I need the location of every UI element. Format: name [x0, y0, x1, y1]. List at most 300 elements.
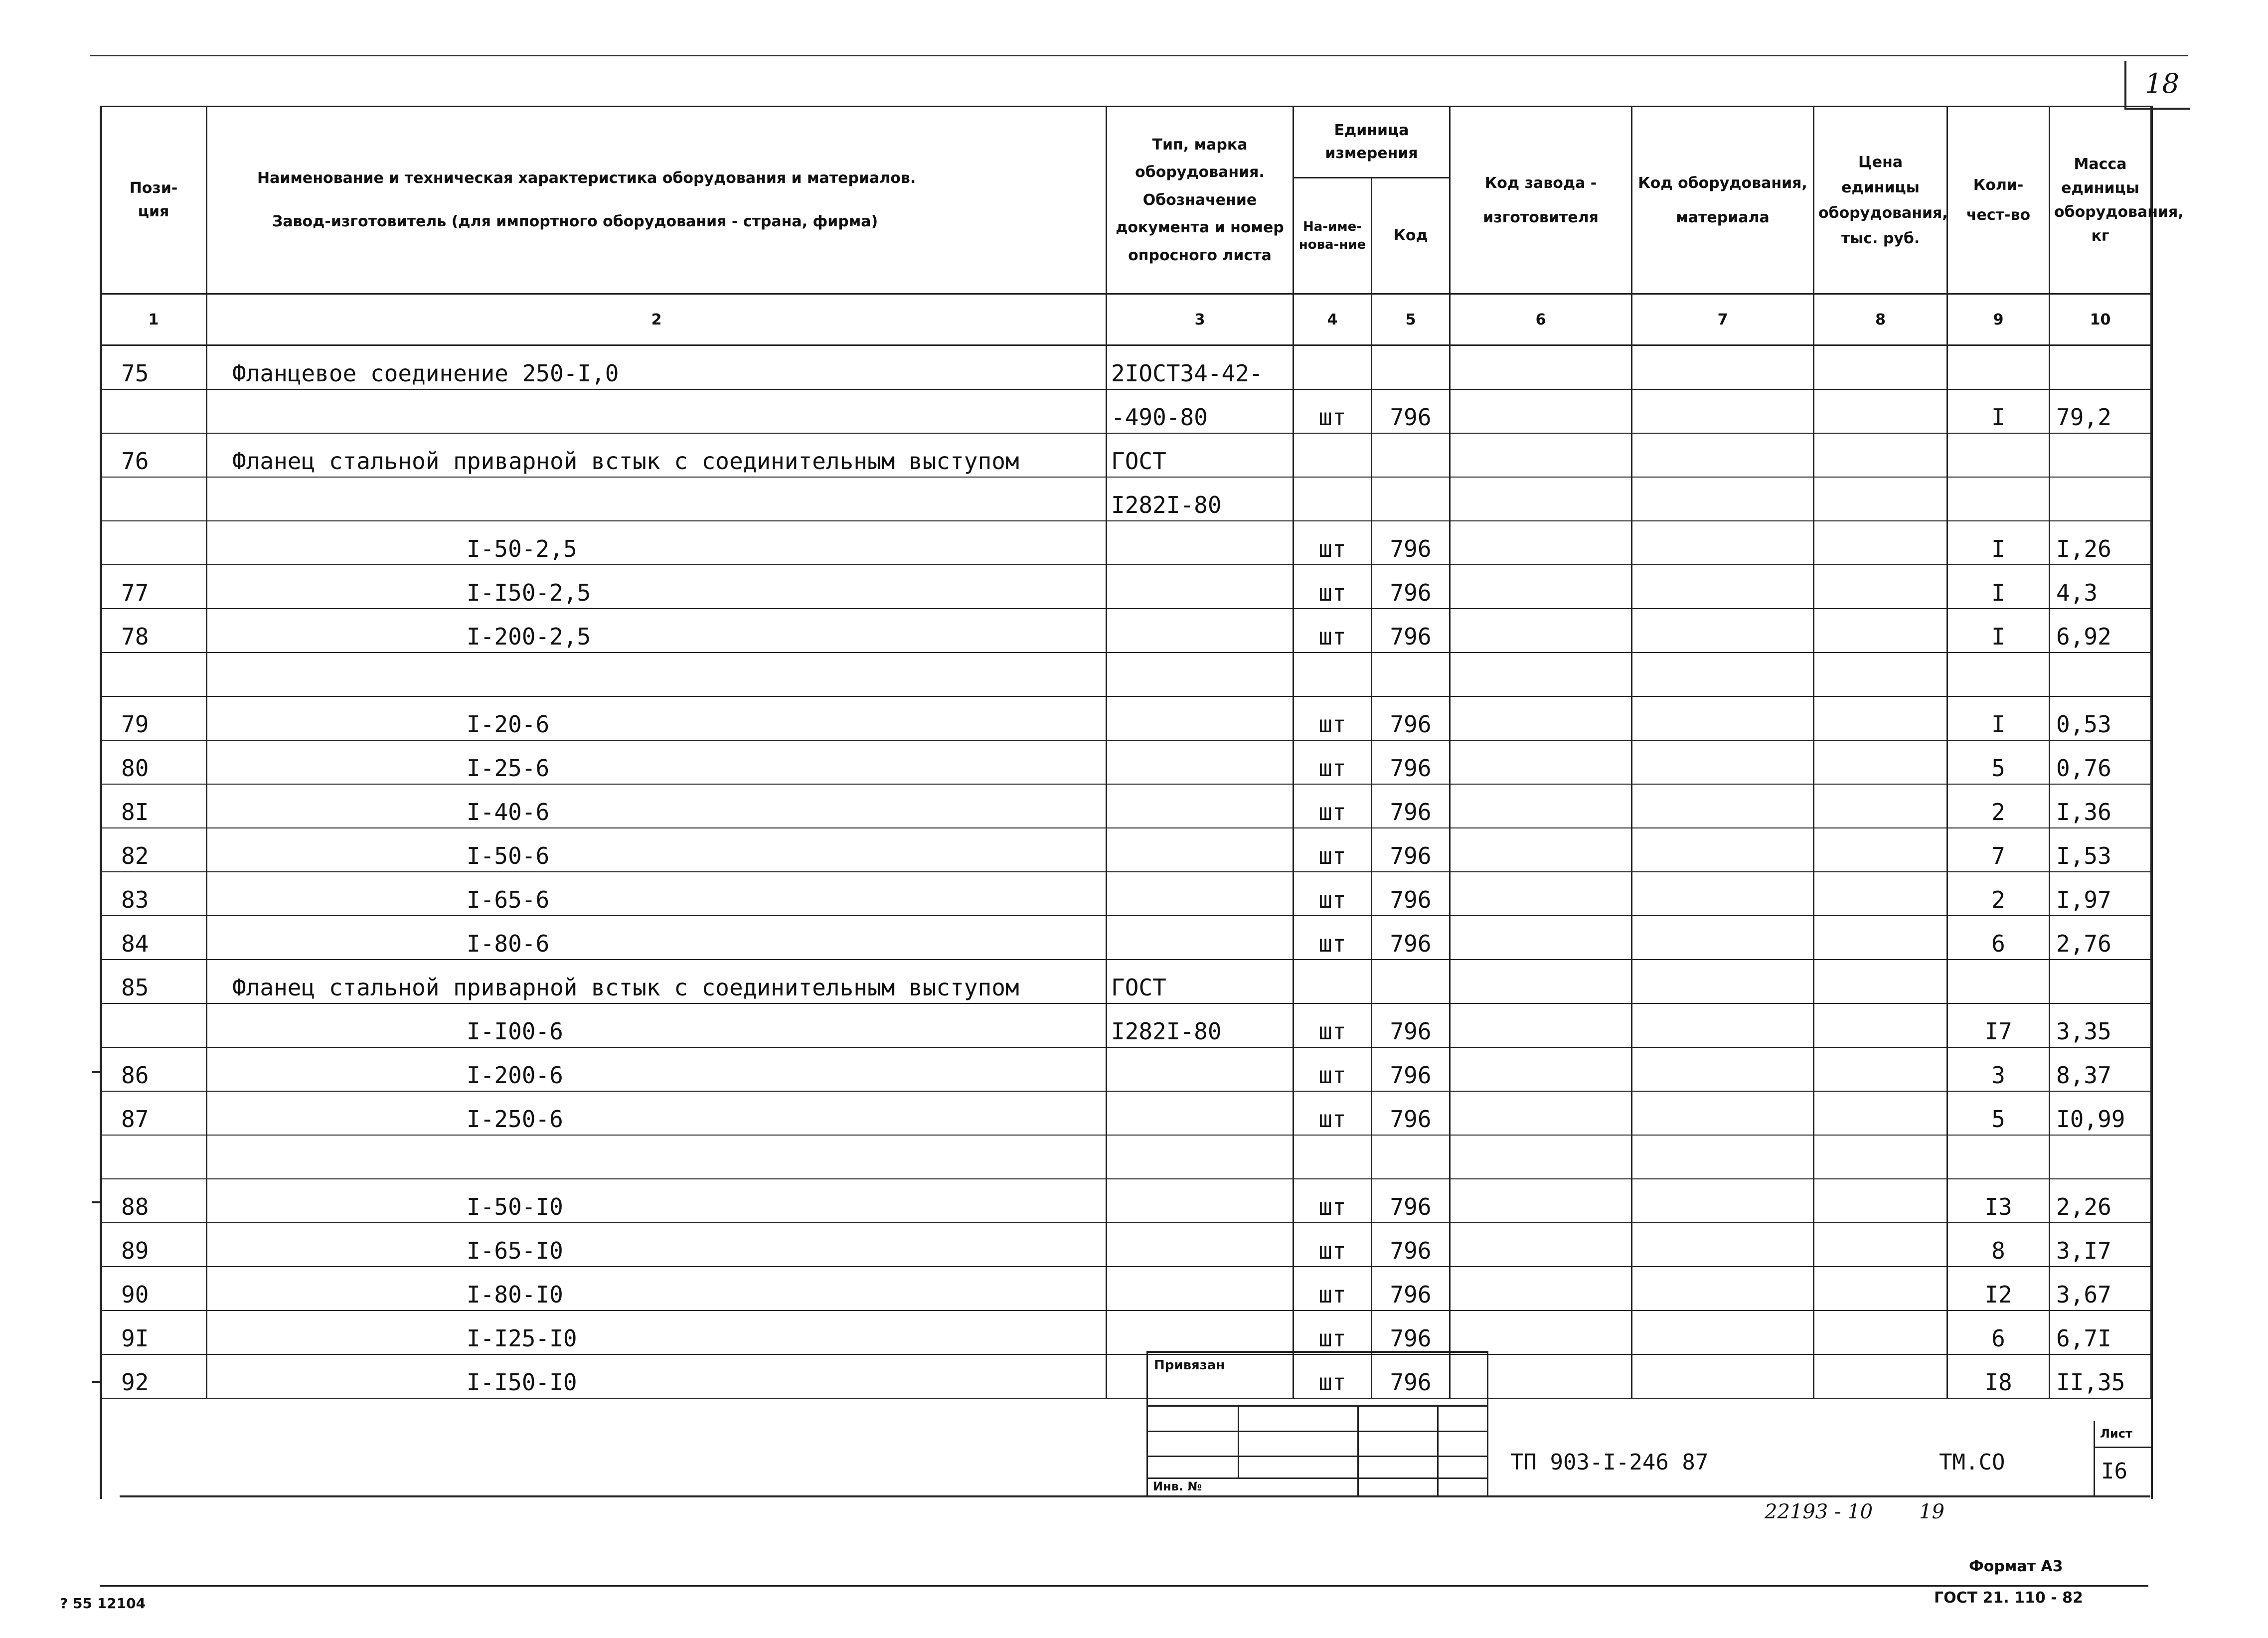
cell-doc	[1107, 565, 1294, 609]
cell-empty	[1632, 784, 1814, 828]
cell-doc	[1107, 1091, 1294, 1135]
cell-subitem: I-200-2,5	[207, 609, 1107, 653]
cell-doc	[1107, 1223, 1294, 1267]
privyazan-top	[1148, 1351, 1487, 1353]
cell-empty	[1450, 1267, 1632, 1310]
cell-mass: II,35	[2050, 1354, 2151, 1398]
table-row	[101, 828, 2151, 872]
list-box	[2094, 1421, 2152, 1495]
cell-empty	[1450, 389, 1632, 433]
bottom-margin-line	[100, 1585, 2148, 1587]
cell-empty	[1632, 916, 1814, 960]
cell-empty	[1450, 433, 1632, 477]
cell-subitem: I-40-6	[207, 784, 1107, 828]
cell-mass: 2,76	[2050, 916, 2151, 960]
top-trim-line	[90, 55, 2188, 56]
header-quantity: Коли-чест-во	[1947, 107, 2050, 294]
cell-pos: 83	[101, 872, 207, 916]
specification-table	[100, 106, 2184, 1399]
stamp-vline	[1238, 1405, 1239, 1477]
cell-subitem: I-25-6	[207, 740, 1107, 784]
cell-pos: 85	[101, 960, 207, 1003]
cell-doc: I282I-80	[1107, 1003, 1294, 1047]
cell-empty	[1814, 653, 1947, 696]
cell-mass: I,97	[2050, 872, 2151, 916]
table-row	[101, 1267, 2151, 1310]
table-row	[101, 477, 2151, 521]
cell-pos: 90	[101, 1267, 207, 1310]
col-number: 6	[1450, 294, 1632, 345]
cell-empty	[1814, 565, 1947, 609]
cell-code: 796	[1372, 1223, 1450, 1267]
cell-unit: шт	[1294, 1047, 1372, 1091]
cell-empty	[1632, 960, 1814, 1003]
privyazan-line	[1148, 1405, 1487, 1407]
cell-mass: 6,7I	[2050, 1310, 2151, 1354]
cell-subitem: I-250-6	[207, 1091, 1107, 1135]
table-body	[101, 345, 2151, 1399]
cell-unit: шт	[1294, 1354, 1372, 1398]
table-row	[101, 345, 2151, 390]
cell-subitem	[207, 1135, 1107, 1179]
cell-code	[1372, 433, 1450, 477]
cell-code: 796	[1372, 872, 1450, 916]
cell-code: 796	[1372, 916, 1450, 960]
header-row-1	[101, 107, 2151, 178]
cell-unit: шт	[1294, 784, 1372, 828]
cell-mass: 4,3	[2050, 565, 2151, 609]
cell-mass: 0,53	[2050, 696, 2151, 740]
cell-doc	[1107, 696, 1294, 740]
header-name-line2: Завод-изготовитель (для импортного оборудования - страна, фирма)	[272, 212, 878, 230]
cell-qty: I2	[1947, 1267, 2050, 1310]
cell-qty: 2	[1947, 872, 2050, 916]
cell-empty	[1450, 696, 1632, 740]
cell-doc	[1107, 828, 1294, 872]
cell-empty	[1814, 740, 1947, 784]
cell-subitem: I-50-6	[207, 828, 1107, 872]
cell-pos: 89	[101, 1223, 207, 1267]
cell-doc	[1107, 784, 1294, 828]
cell-empty	[1450, 740, 1632, 784]
cell-doc	[1107, 1135, 1294, 1179]
document-designation: ТП 903-I-246 87	[1510, 1450, 1709, 1475]
archive-stamp: ? 55 12104	[60, 1595, 146, 1612]
table-row	[101, 696, 2151, 740]
cell-empty	[1450, 1223, 1632, 1267]
sheet-corner-number: 18	[2145, 68, 2179, 99]
cell-unit: шт	[1294, 740, 1372, 784]
cell-mass	[2050, 1135, 2151, 1179]
cell-unit: шт	[1294, 1223, 1372, 1267]
margin-tick	[92, 1201, 102, 1203]
cell-mass	[2050, 653, 2151, 696]
cell-qty: 5	[1947, 740, 2050, 784]
cell-empty	[1814, 1135, 1947, 1179]
cell-empty	[1814, 960, 1947, 1003]
cell-qty: 5	[1947, 1091, 2050, 1135]
cell-empty	[1814, 1047, 1947, 1091]
cell-pos: 87	[101, 1091, 207, 1135]
table-row	[101, 1179, 2151, 1223]
cell-pos: 86	[101, 1047, 207, 1091]
cell-code	[1372, 345, 1450, 390]
cell-empty	[1632, 565, 1814, 609]
col-number: 7	[1632, 294, 1814, 345]
cell-code: 796	[1372, 1091, 1450, 1135]
cell-empty	[1632, 828, 1814, 872]
cell-subitem: I-I25-I0	[207, 1310, 1107, 1354]
cell-empty	[1450, 1091, 1632, 1135]
cell-mass: I,26	[2050, 521, 2151, 565]
cell-pos: 9I	[101, 1310, 207, 1354]
cell-qty: 8	[1947, 1223, 2050, 1267]
cell-code	[1372, 653, 1450, 696]
cell-qty: I	[1947, 565, 2050, 609]
header-unit: Единица измерения	[1294, 107, 1450, 178]
table-row	[101, 565, 2151, 609]
cell-code	[1372, 960, 1450, 1003]
col-number: 9	[1947, 294, 2050, 345]
column-numbers-row	[101, 294, 2151, 345]
cell-qty: I3	[1947, 1179, 2050, 1223]
table-row	[101, 1135, 2151, 1179]
table-row	[101, 1223, 2151, 1267]
cell-empty	[1814, 1179, 1947, 1223]
cell-pos	[101, 1135, 207, 1179]
cell-unit: шт	[1294, 565, 1372, 609]
cell-subitem: I-80-6	[207, 916, 1107, 960]
cell-empty	[1814, 521, 1947, 565]
cell-doc	[1107, 653, 1294, 696]
header-factory-code: Код завода - изготовителя	[1450, 107, 1632, 294]
cell-doc: 2IОСТ34-42-	[1107, 345, 1294, 390]
header-unit-name: На-име-нова-ние	[1294, 178, 1372, 294]
cell-empty	[1450, 916, 1632, 960]
cell-pos	[101, 1003, 207, 1047]
cell-unit: шт	[1294, 1310, 1372, 1354]
cell-doc: I282I-80	[1107, 477, 1294, 521]
col-number: 4	[1294, 294, 1372, 345]
cell-empty	[1814, 345, 1947, 390]
cell-empty	[1632, 1179, 1814, 1223]
cell-qty	[1947, 345, 2050, 390]
cell-qty: 3	[1947, 1047, 2050, 1091]
cell-doc	[1107, 1267, 1294, 1310]
cell-unit: шт	[1294, 1179, 1372, 1223]
cell-doc	[1107, 521, 1294, 565]
header-type: Тип, марка оборудования. Обозначение документа и номер опросного листа	[1107, 107, 1294, 294]
list-number: I6	[2101, 1459, 2127, 1484]
cell-empty	[1814, 916, 1947, 960]
cell-code	[1372, 477, 1450, 521]
cell-qty: 6	[1947, 916, 2050, 960]
cell-mass: I0,99	[2050, 1091, 2151, 1135]
stamp-vline	[1487, 1351, 1488, 1495]
cell-empty	[1450, 872, 1632, 916]
cell-unit: шт	[1294, 521, 1372, 565]
cell-empty	[1450, 345, 1632, 390]
cell-pos: 78	[101, 609, 207, 653]
cell-unit: шт	[1294, 696, 1372, 740]
cell-empty	[1450, 828, 1632, 872]
cell-code: 796	[1372, 740, 1450, 784]
stamp-line	[1148, 1456, 1487, 1457]
cell-empty	[1450, 784, 1632, 828]
cell-empty	[1632, 1003, 1814, 1047]
cell-empty	[1450, 609, 1632, 653]
cell-qty	[1947, 1135, 2050, 1179]
table-row	[101, 740, 2151, 784]
cell-subitem: I-65-6	[207, 872, 1107, 916]
stamp-vline	[1357, 1405, 1359, 1495]
cell-empty	[1632, 1091, 1814, 1135]
cell-code: 796	[1372, 828, 1450, 872]
cell-unit	[1294, 653, 1372, 696]
cell-code: 796	[1372, 609, 1450, 653]
header-name	[207, 107, 1107, 294]
cell-unit	[1294, 345, 1372, 390]
cell-empty	[1814, 477, 1947, 521]
cell-empty	[1814, 872, 1947, 916]
cell-empty	[1814, 609, 1947, 653]
handwritten-number: 22193 - 10	[1765, 1500, 1873, 1523]
cell-qty	[1947, 433, 2050, 477]
cell-unit: шт	[1294, 1003, 1372, 1047]
cell-pos: 79	[101, 696, 207, 740]
table-row	[101, 609, 2151, 653]
cell-qty: 7	[1947, 828, 2050, 872]
stamp-vline	[1437, 1405, 1439, 1495]
cell-subitem: I-20-6	[207, 696, 1107, 740]
cell-code: 796	[1372, 1179, 1450, 1223]
cell-mass: I,36	[2050, 784, 2151, 828]
cell-subitem	[207, 653, 1107, 696]
table-row	[101, 389, 2151, 433]
cell-empty	[1632, 1047, 1814, 1091]
cell-code: 796	[1372, 696, 1450, 740]
cell-empty	[1632, 389, 1814, 433]
cell-code: 796	[1372, 1354, 1450, 1398]
cell-doc	[1107, 609, 1294, 653]
cell-code: 796	[1372, 784, 1450, 828]
cell-mass: 0,76	[2050, 740, 2151, 784]
cell-empty	[1814, 1091, 1947, 1135]
cell-mass	[2050, 433, 2151, 477]
cell-pos	[101, 521, 207, 565]
cell-subitem	[207, 477, 1107, 521]
cell-doc	[1107, 872, 1294, 916]
cell-empty	[1632, 1267, 1814, 1310]
table-row	[101, 433, 2151, 477]
cell-empty	[1632, 521, 1814, 565]
cell-empty	[1450, 1003, 1632, 1047]
cell-unit: шт	[1294, 389, 1372, 433]
cell-pos: 77	[101, 565, 207, 609]
list-divider	[2095, 1447, 2152, 1448]
cell-empty	[1814, 784, 1947, 828]
cell-empty	[1632, 653, 1814, 696]
format-label: Формат А3	[1969, 1558, 2063, 1575]
cell-mass	[2050, 960, 2151, 1003]
cell-mass: 3,I7	[2050, 1223, 2151, 1267]
stamp-line	[1148, 1477, 1487, 1479]
cell-code: 796	[1372, 1310, 1450, 1354]
cell-qty: I8	[1947, 1354, 2050, 1398]
cell-mass: 3,35	[2050, 1003, 2151, 1047]
cell-name: Фланец стальной приварной встык с соединительным выступом	[207, 433, 1107, 477]
cell-pos	[101, 653, 207, 696]
cell-code: 796	[1372, 1267, 1450, 1310]
cell-code: 796	[1372, 1047, 1450, 1091]
cell-unit	[1294, 960, 1372, 1003]
cell-empty	[1450, 1047, 1632, 1091]
cell-empty	[1814, 696, 1947, 740]
sheet-corner-box	[2124, 61, 2190, 110]
cell-qty	[1947, 960, 2050, 1003]
cell-empty	[1814, 1267, 1947, 1310]
cell-empty	[1632, 433, 1814, 477]
cell-mass	[2050, 477, 2151, 521]
cell-subitem	[207, 389, 1107, 433]
cell-unit: шт	[1294, 1267, 1372, 1310]
cell-empty	[1632, 696, 1814, 740]
cell-code: 796	[1372, 1003, 1450, 1047]
cell-qty: 6	[1947, 1310, 2050, 1354]
header-price: Цена единицы оборудования, тыс. руб.	[1814, 107, 1947, 294]
document-section: ТМ.СО	[1939, 1450, 2005, 1475]
cell-qty: I	[1947, 389, 2050, 433]
list-label: Лист	[2100, 1427, 2132, 1441]
cell-subitem: I-I50-2,5	[207, 565, 1107, 609]
cell-subitem: I-I00-6	[207, 1003, 1107, 1047]
header-unit-code: Код	[1372, 178, 1450, 294]
cell-name: Фланец стальной приварной встык с соединительным выступом	[207, 960, 1107, 1003]
gost-label: ГОСТ 21. 110 - 82	[1934, 1589, 2083, 1607]
cell-mass: 79,2	[2050, 389, 2151, 433]
table-row	[101, 916, 2151, 960]
cell-empty	[1450, 960, 1632, 1003]
cell-doc	[1107, 740, 1294, 784]
table-row	[101, 960, 2151, 1003]
cell-code: 796	[1372, 565, 1450, 609]
col-number: 10	[2050, 294, 2151, 345]
header-mass: Масса единицы оборудования, кг	[2050, 107, 2151, 294]
table-row	[101, 653, 2151, 696]
cell-unit: шт	[1294, 1091, 1372, 1135]
cell-empty	[1632, 740, 1814, 784]
cell-unit	[1294, 433, 1372, 477]
cell-doc	[1107, 1179, 1294, 1223]
col-number: 5	[1372, 294, 1450, 345]
inventory-label: Инв. №	[1153, 1479, 1202, 1493]
table-row	[101, 521, 2151, 565]
cell-empty	[1450, 521, 1632, 565]
cell-subitem: I-65-I0	[207, 1223, 1107, 1267]
cell-empty	[1450, 653, 1632, 696]
cell-unit	[1294, 477, 1372, 521]
cell-subitem: I-200-6	[207, 1047, 1107, 1091]
title-block	[100, 1346, 2150, 1500]
col-number: 2	[207, 294, 1107, 345]
cell-doc: -490-80	[1107, 389, 1294, 433]
cell-empty	[1450, 1179, 1632, 1223]
col-number: 3	[1107, 294, 1294, 345]
cell-pos: 84	[101, 916, 207, 960]
cell-mass: I,53	[2050, 828, 2151, 872]
cell-doc: ГОСТ	[1107, 960, 1294, 1003]
cell-pos: 76	[101, 433, 207, 477]
cell-empty	[1814, 1003, 1947, 1047]
cell-unit: шт	[1294, 916, 1372, 960]
cell-doc	[1107, 1047, 1294, 1091]
table-row	[101, 1047, 2151, 1091]
cell-mass: 8,37	[2050, 1047, 2151, 1091]
margin-tick	[92, 1071, 102, 1073]
cell-qty: 2	[1947, 784, 2050, 828]
header-name-line1: Наименование и техническая характеристика оборудования и материалов.	[257, 169, 916, 187]
cell-pos: 82	[101, 828, 207, 872]
cell-qty: I	[1947, 609, 2050, 653]
col-number: 8	[1814, 294, 1947, 345]
cell-empty	[1450, 477, 1632, 521]
title-bottom-line	[120, 1495, 2150, 1497]
cell-mass	[2050, 345, 2151, 390]
cell-name: Фланцевое соединение 250-I,0	[207, 345, 1107, 390]
cell-unit: шт	[1294, 872, 1372, 916]
handwritten-number: 19	[1919, 1500, 1944, 1523]
cell-subitem: I-50-2,5	[207, 521, 1107, 565]
cell-pos	[101, 389, 207, 433]
cell-empty	[1632, 477, 1814, 521]
stamp-line	[1148, 1431, 1487, 1432]
cell-doc	[1107, 916, 1294, 960]
cell-code	[1372, 1135, 1450, 1179]
cell-pos: 92	[101, 1354, 207, 1398]
cell-code: 796	[1372, 389, 1450, 433]
cell-subitem: I-50-I0	[207, 1179, 1107, 1223]
cell-empty	[1632, 345, 1814, 390]
cell-empty	[1632, 1223, 1814, 1267]
header-position: Пози- ция	[101, 107, 207, 294]
col-number: 1	[101, 294, 207, 345]
cell-empty	[1814, 1223, 1947, 1267]
cell-unit: шт	[1294, 609, 1372, 653]
cell-empty	[1814, 828, 1947, 872]
table-row	[101, 872, 2151, 916]
cell-code: 796	[1372, 521, 1450, 565]
cell-subitem: I-80-I0	[207, 1267, 1107, 1310]
cell-empty	[1814, 389, 1947, 433]
cell-mass: 6,92	[2050, 609, 2151, 653]
table-row	[101, 1003, 2151, 1047]
cell-pos: 80	[101, 740, 207, 784]
cell-qty	[1947, 477, 2050, 521]
cell-doc: ГОСТ	[1107, 433, 1294, 477]
cell-subitem: I-I50-I0	[207, 1354, 1107, 1398]
table-row	[101, 784, 2151, 828]
cell-unit	[1294, 1135, 1372, 1179]
cell-qty: I	[1947, 696, 2050, 740]
cell-unit: шт	[1294, 828, 1372, 872]
cell-empty	[1450, 1135, 1632, 1179]
cell-qty	[1947, 653, 2050, 696]
cell-pos: 88	[101, 1179, 207, 1223]
cell-mass: 2,26	[2050, 1179, 2151, 1223]
cell-mass: 3,67	[2050, 1267, 2151, 1310]
header-equipment-code: Код оборудования, материала	[1632, 107, 1814, 294]
cell-pos: 75	[101, 345, 207, 390]
